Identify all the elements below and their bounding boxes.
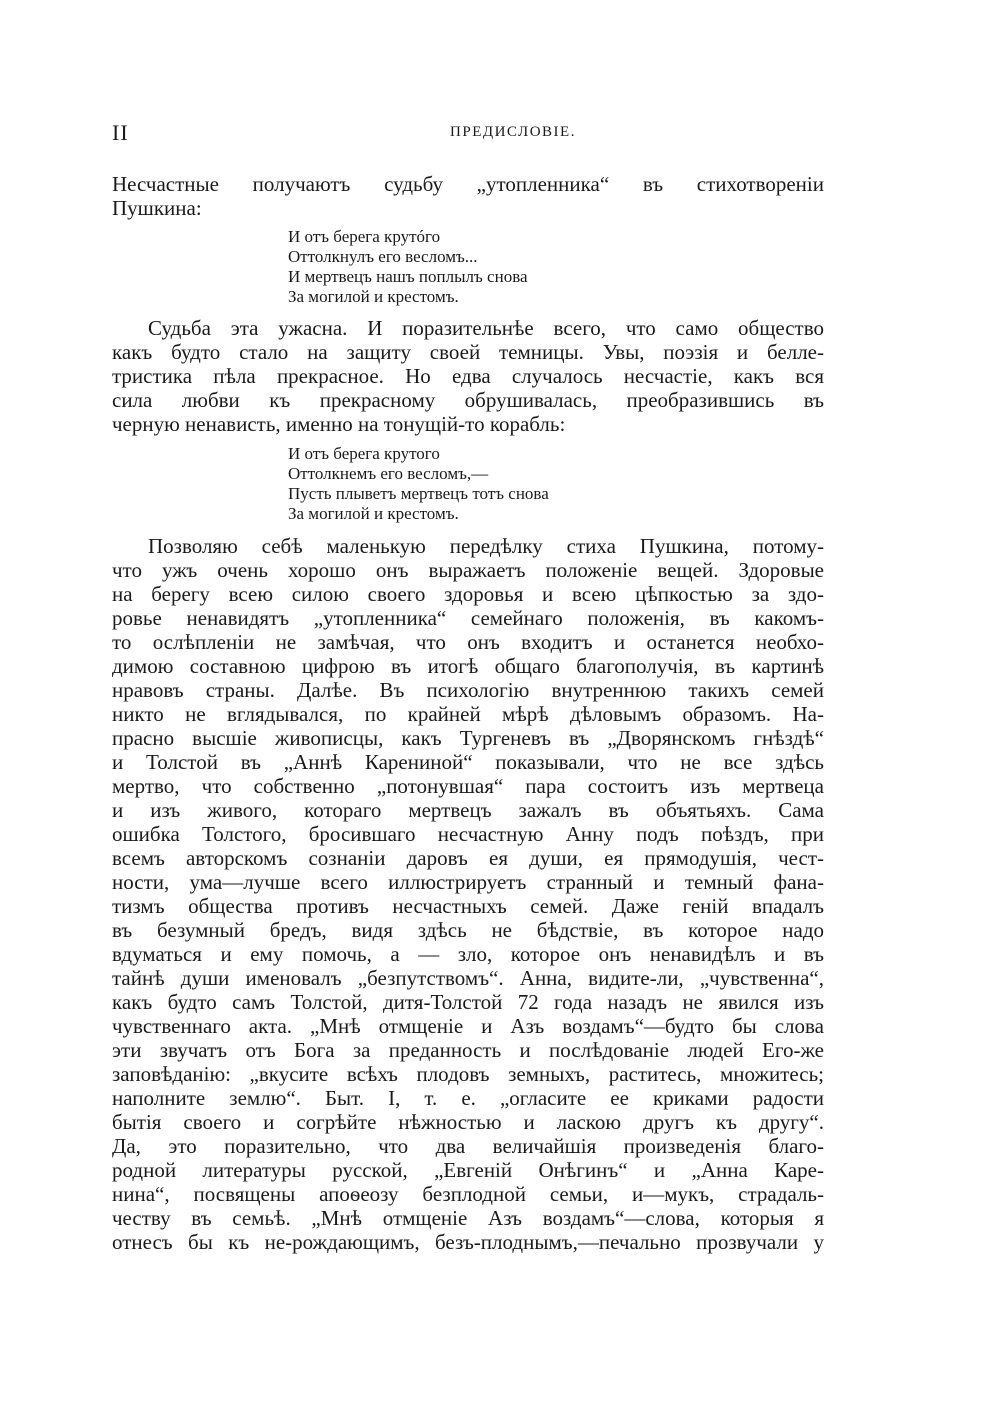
text-line: эти звучатъ отъ Бога за преданность и послѣдованіе людей Его-же <box>112 1038 824 1062</box>
text-line: наполните землю“. Быт. I, т. е. „огласите ее криками радости <box>112 1086 824 1110</box>
text-line: Несчастные получаютъ судьбу „утопленника“ въ стихотвореніи <box>112 172 824 196</box>
verse-line: Оттолкнемъ его весломъ,— <box>288 464 489 483</box>
text-line: чувственнаго акта. „Мнѣ отмщеніе и Азъ воздамъ“—будто бы слова <box>112 1014 824 1038</box>
text-line: и изъ живого, котораго мертвецъ зажалъ въ объятьяхъ. Сама <box>112 798 824 822</box>
verse-line: За могилой и крестомъ. <box>288 504 459 523</box>
text-line: какъ будто самъ Толстой, дитя-Толстой 72 года назадъ не явился изъ <box>112 990 824 1014</box>
text-line: то ослѣпленіи не замѣчая, что онъ входитъ и останется необхо- <box>112 630 824 654</box>
text-line: какъ будто стало на защиту своей темницы. Увы, поэзія и белле- <box>112 340 824 364</box>
text-line: тизмъ общества противъ несчастныхъ семей. Даже геній впадалъ <box>112 894 824 918</box>
text-line: нина“, посвящены апоѳеозу безплодной семьи, и—мукъ, страдаль- <box>112 1182 824 1206</box>
text-line: тайнѣ души именовалъ „безпутствомъ“. Анна, видите-ли, „чувственна“, <box>112 966 824 990</box>
text-line: Да, это поразительно, что два величайшія произведенія благо- <box>112 1134 824 1158</box>
text-line: ности, ума—лучше всего иллюстрируетъ странный и темный фана- <box>112 870 824 894</box>
text-line: на берегу всею силою своего здоровья и всею цѣпкостью за здо- <box>112 582 824 606</box>
text-line: и Толстой въ „Аннѣ Карениной“ показывали, что не все здѣсь <box>112 750 824 774</box>
text-line: никто не вглядывался, по крайней мѣрѣ дѣловымъ образомъ. На- <box>112 702 824 726</box>
text-line: тристика пѣла прекрасное. Но едва случалось несчастіе, какъ вся <box>112 364 824 388</box>
text-line: Судьба эта ужасна. И поразительнѣе всего, что само общество <box>148 316 824 340</box>
text-line: въ безумный бредъ, видя здѣсь не бѣдствіе, въ которое надо <box>112 918 824 942</box>
verse-line: И отъ берега крутóго <box>288 227 441 246</box>
verse-line: Оттолкнулъ его весломъ... <box>288 247 478 266</box>
page-number: II <box>112 120 129 145</box>
text-line: прасно высшіе живописцы, какъ Тургеневъ въ „Дворянскомъ гнѣздѣ“ <box>112 726 824 750</box>
text-line: мертво, что собственно „потонувшая“ пара состоитъ изъ мертвеца <box>112 774 824 798</box>
text-line: сила любви къ прекрасному обрушивалась, преобразившись въ <box>112 388 824 412</box>
text-line: бытія своего и согрѣйте нѣжностью и ласкою другъ къ другу“. <box>112 1110 824 1134</box>
text-line: что ужъ очень хорошо онъ выражаетъ положеніе вещей. Здоровые <box>112 558 824 582</box>
verse-line: И отъ берега крутого <box>288 444 440 463</box>
text-line: родной литературы русской, „Евгеній Онѣгинъ“ и „Анна Каре- <box>112 1158 824 1182</box>
text-line: заповѣданію: „вкусите всѣхъ плодовъ земныхъ, раститесь, множитесь; <box>112 1062 824 1086</box>
verse-line: И мертвецъ нашъ поплылъ снова <box>288 267 528 286</box>
verse-line: За могилой и крестомъ. <box>288 287 459 306</box>
text-line: честву въ семьѣ. „Мнѣ отмщеніе Азъ воздамъ“—слова, которыя я <box>112 1206 824 1230</box>
verse-line: Пусть плыветъ мертвецъ тотъ снова <box>288 484 549 503</box>
text-line: черную ненависть, именно на тонущій-то корабль: <box>112 412 566 436</box>
text-line: отнесъ бы къ не-рождающимъ, безъ-плоднымъ,—печально прозвучали у <box>112 1230 824 1254</box>
text-line: всемъ авторскомъ сознаніи даровъ ея души, ея прямодушія, чест- <box>112 846 824 870</box>
text-line: нравовъ страны. Далѣе. Въ психологію внутреннюю такихъ семей <box>112 678 824 702</box>
text-line: Позволяю себѣ маленькую передѣлку стиха Пушкина, потому- <box>148 534 824 558</box>
text-line: вдуматься и ему помочь, а — зло, которое онъ ненавидѣлъ и въ <box>112 942 824 966</box>
text-line: Пушкина: <box>112 196 202 220</box>
text-line: ровье ненавидятъ „утопленника“ семейнаго положенія, въ какомъ- <box>112 606 824 630</box>
running-title: ПРЕДИСЛОВІЕ. <box>450 124 576 140</box>
text-line: ошибка Толстого, бросившаго несчастную Анну подъ поѣздъ, при <box>112 822 824 846</box>
text-line: димою составною цифрою въ итогѣ общаго благополучія, въ картинѣ <box>112 654 824 678</box>
